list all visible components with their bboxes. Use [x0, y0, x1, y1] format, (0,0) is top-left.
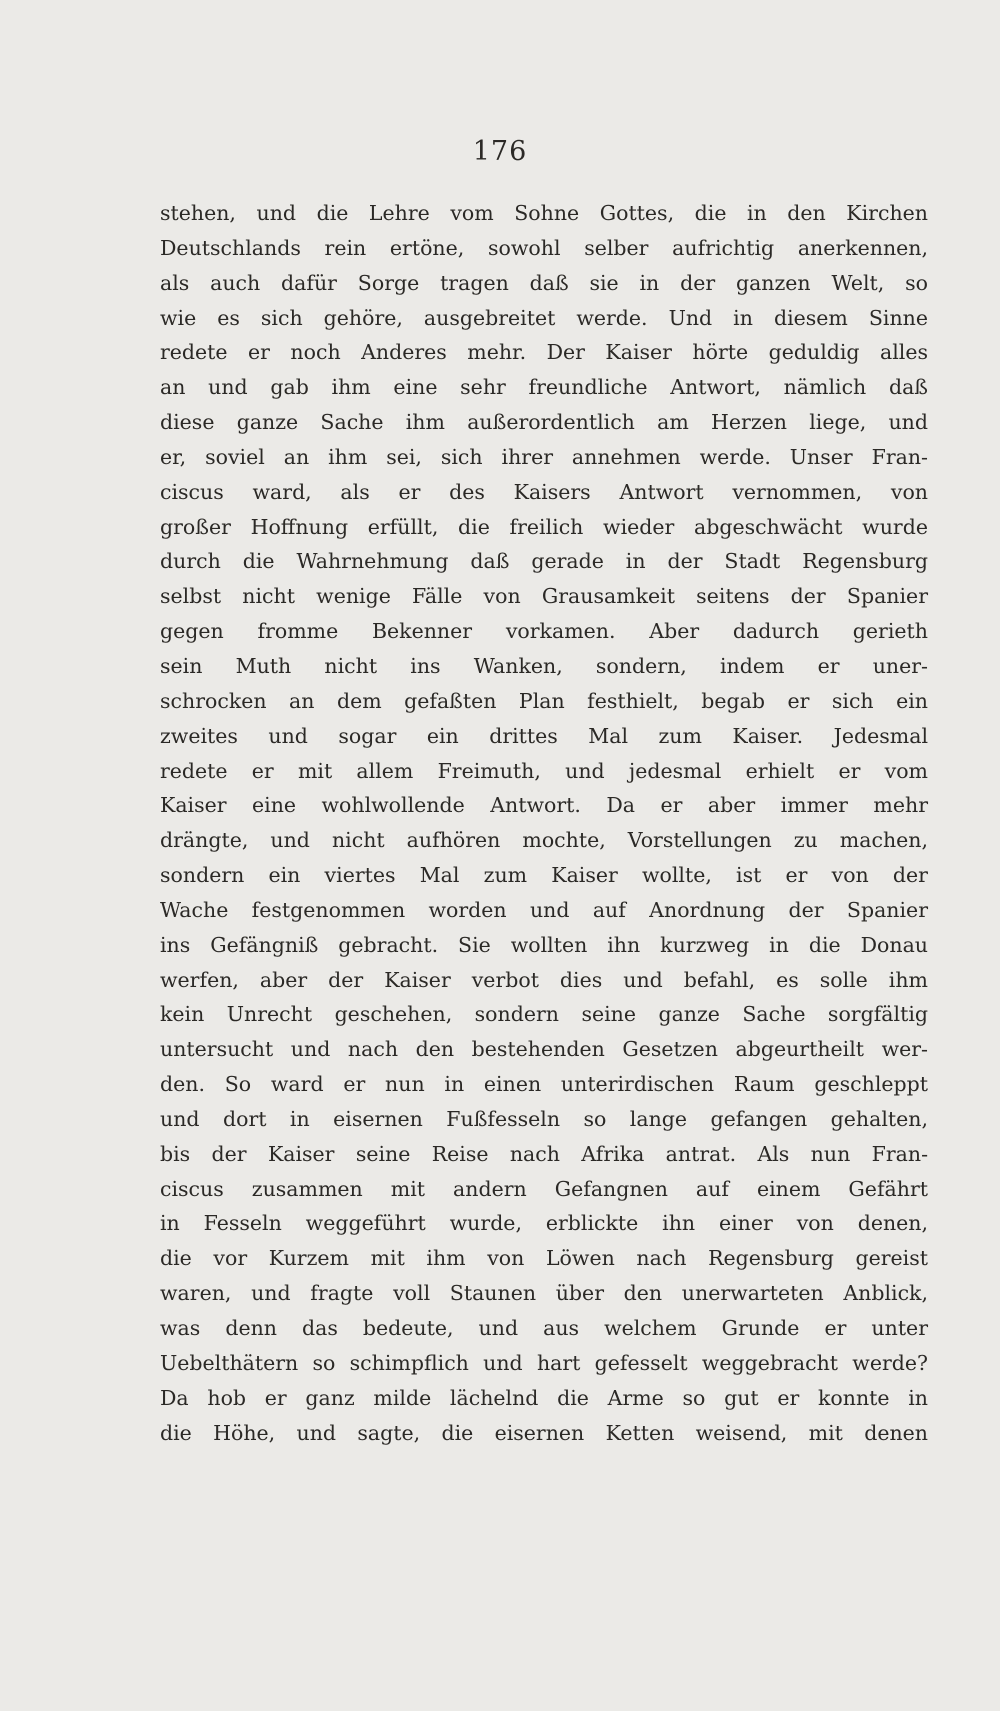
text-line: die vor Kurzem mit ihm von Löwen nach Regensburg gereist — [160, 1246, 928, 1271]
body-text — [160, 196, 928, 1450]
text-line: diese ganze Sache ihm außerordentlich am Herzen liege, und — [160, 410, 928, 435]
text-line: wie es sich gehöre, ausgebreitet werde. Und in diesem Sinne — [160, 305, 928, 330]
text-line: die Höhe, und sagte, die eisernen Ketten weisend, mit denen — [160, 1420, 928, 1445]
text-line: in Fesseln weggeführt wurde, erblickte ihn einer von denen, — [160, 1211, 928, 1236]
text-line: was denn das bedeute, und aus welchem Grunde er unter — [160, 1316, 928, 1340]
text-line: Wache festgenommen worden und auf Anordnung der Spanier — [160, 897, 928, 922]
page-number: 176 — [472, 136, 528, 167]
text-line: Kaiser eine wohlwollende Antwort. Da er aber immer mehr — [160, 793, 928, 818]
text-line: sein Muth nicht ins Wanken, sondern, indem er uner- — [160, 653, 928, 678]
text-line: schrocken an dem gefaßten Plan festhielt, begab er sich ein — [160, 688, 928, 713]
text-line: bis der Kaiser seine Reise nach Afrika antrat. Als nun Fran- — [160, 1141, 928, 1166]
text-line: gegen fromme Bekenner vorkamen. Aber dadurch gerieth — [160, 619, 928, 644]
text-line: redete er mit allem Freimuth, und jedesmal erhielt er vom — [160, 758, 928, 783]
text-line: werfen, aber der Kaiser verbot dies und befahl, es solle ihm — [160, 967, 928, 992]
text-line: und dort in eisernen Fußfesseln so lange gefangen gehalten, — [160, 1106, 928, 1131]
text-line: er, soviel an ihm sei, sich ihrer annehmen werde. Unser Fran- — [160, 444, 928, 469]
text-line: untersucht und nach den bestehenden Gesetzen abgeurtheilt wer- — [160, 1037, 928, 1062]
text-line: selbst nicht wenige Fälle von Grausamkeit seitens der Spanier — [160, 584, 928, 609]
text-line: den. So ward er nun in einen unterirdischen Raum geschleppt — [160, 1072, 928, 1097]
text-line: zweites und sogar ein drittes Mal zum Kaiser. Jedesmal — [160, 723, 928, 748]
text-line: drängte, und nicht aufhören mochte, Vorstellungen zu machen, — [160, 828, 928, 853]
text-line: an und gab ihm eine sehr freundliche Antwort, nämlich daß — [160, 375, 928, 400]
text-line: durch die Wahrnehmung daß gerade in der Stadt Regensburg — [160, 549, 928, 574]
text-line: stehen, und die Lehre vom Sohne Gottes, die in den Kirchen — [160, 201, 928, 225]
text-line: sondern ein viertes Mal zum Kaiser wollte, ist er von der — [160, 863, 928, 888]
text-line: ciscus ward, als er des Kaisers Antwort vernommen, von — [160, 479, 928, 504]
text-line: Da hob er ganz milde lächelnd die Arme so gut er konnte in — [160, 1385, 928, 1410]
text-line: Uebelthätern so schimpflich und hart gefesselt weggebracht werde? — [160, 1350, 928, 1375]
text-line: ciscus zusammen mit andern Gefangnen auf einem Gefährt — [160, 1176, 928, 1201]
text-line: Deutschlands rein ertöne, sowohl selber aufrichtig anerkennen, — [160, 235, 928, 260]
text-line: ins Gefängniß gebracht. Sie wollten ihn kurzweg in die Donau — [160, 932, 928, 957]
text-line: waren, und fragte voll Staunen über den unerwarteten Anblick, — [160, 1281, 928, 1306]
text-line: als auch dafür Sorge tragen daß sie in der ganzen Welt, so — [160, 270, 928, 295]
text-line: großer Hoffnung erfüllt, die freilich wieder abgeschwächt wurde — [160, 514, 928, 539]
text-line: kein Unrecht geschehen, sondern seine ganze Sache sorgfältig — [160, 1002, 928, 1027]
text-line: redete er noch Anderes mehr. Der Kaiser hörte geduldig alles — [160, 340, 928, 365]
